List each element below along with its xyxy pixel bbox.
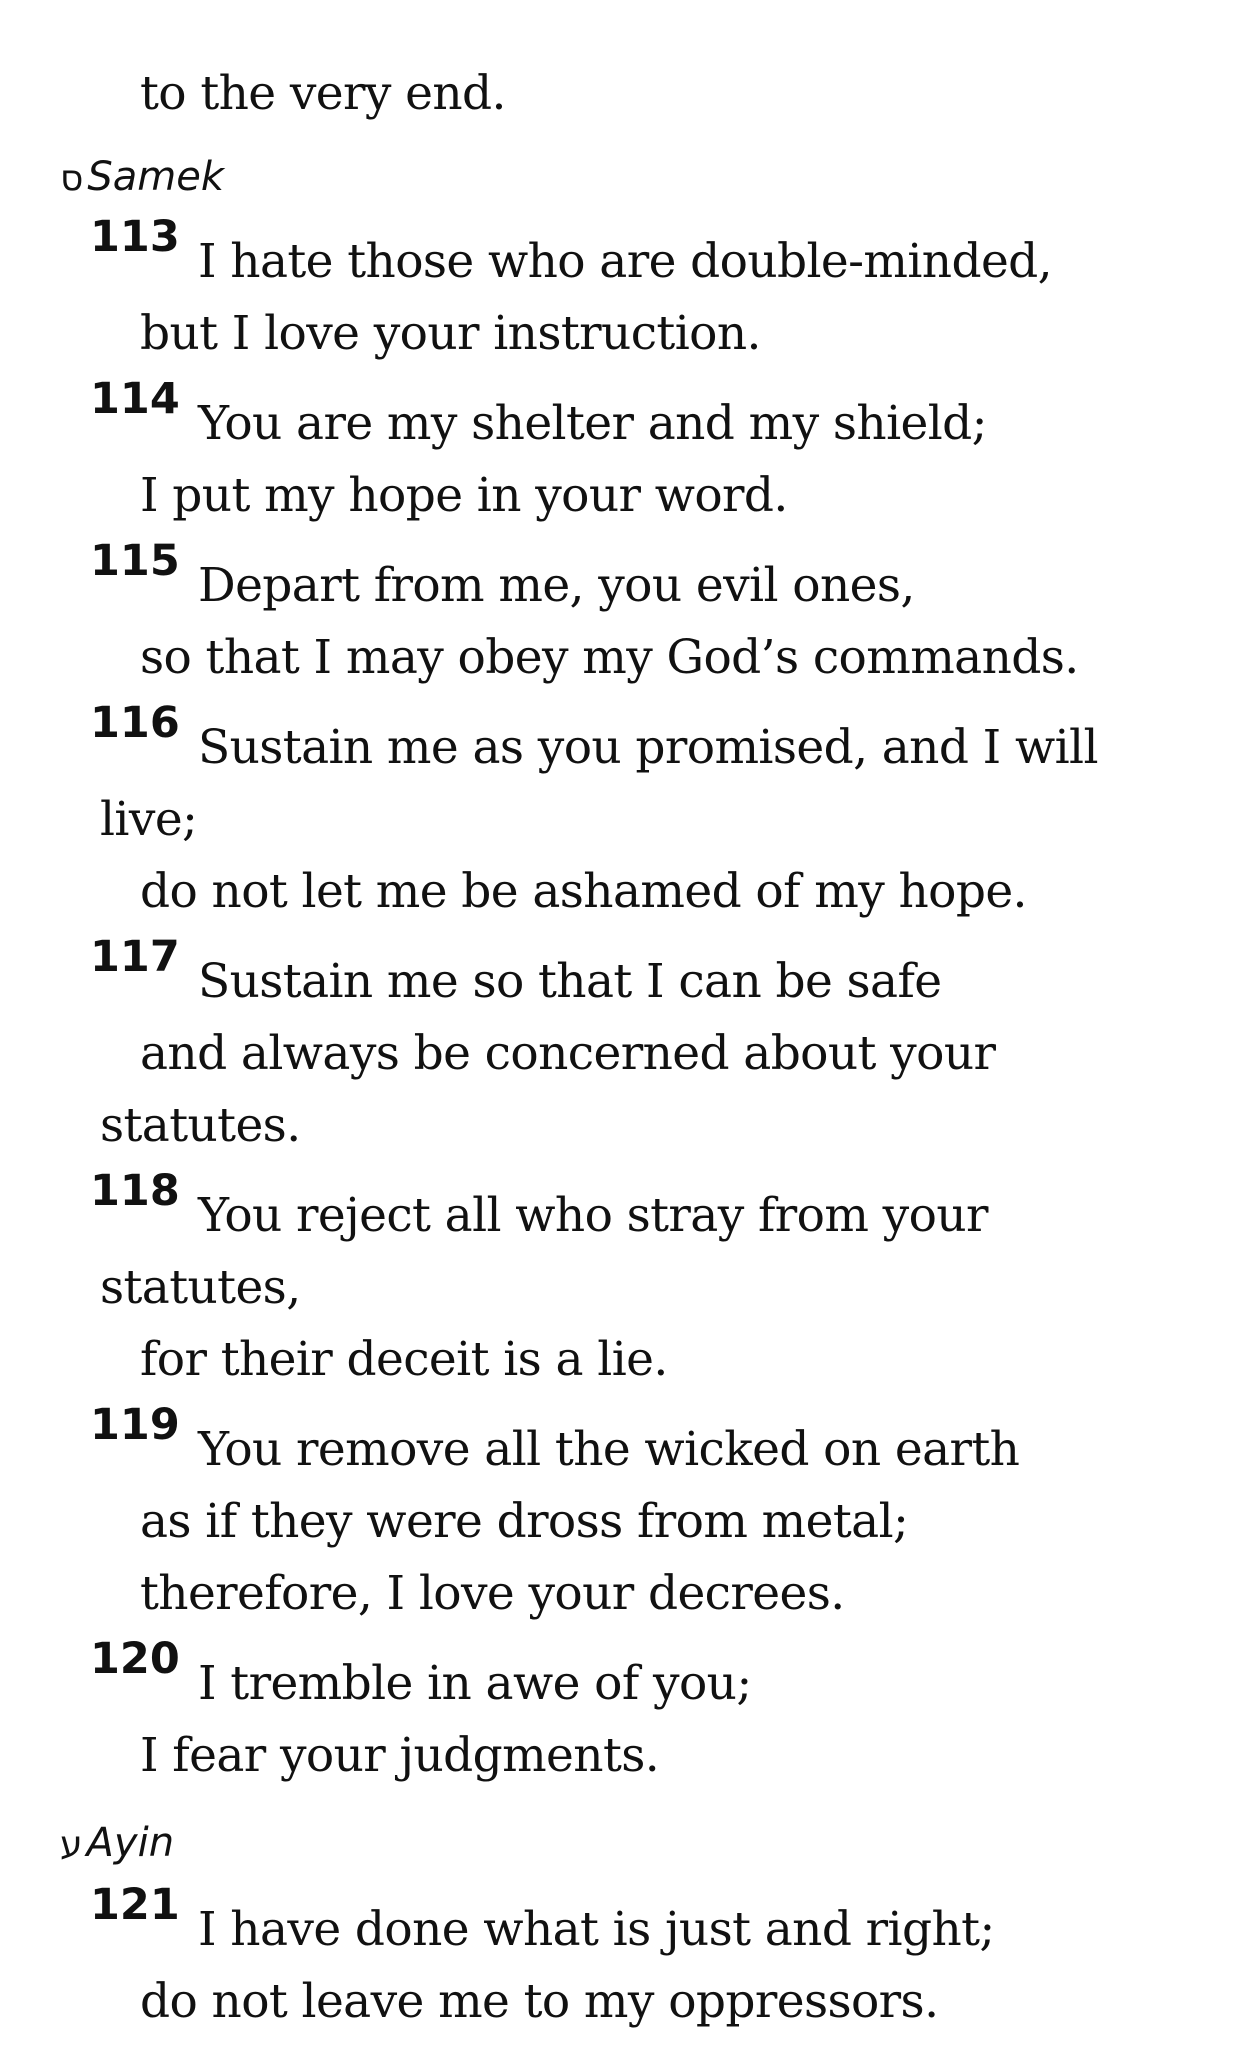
verse-number: 120 xyxy=(90,1634,180,1684)
verse-number: 116 xyxy=(90,698,180,748)
verse-line: Sustain me as you promised, and I will xyxy=(198,720,1098,775)
verse-line: Depart from me, you evil ones, xyxy=(198,558,915,613)
section-heading-label: Samek xyxy=(87,154,225,200)
section-heading-samek xyxy=(60,152,224,204)
section-heading-label: Ayin xyxy=(86,1820,175,1866)
hebrew-letter-ayin: ע xyxy=(60,1824,83,1865)
verse-line: for their deceit is a lie. xyxy=(140,1332,668,1387)
verse-line: live; xyxy=(100,792,198,847)
verse-line: I have done what is just and right; xyxy=(198,1902,995,1957)
verse-line: statutes, xyxy=(100,1260,301,1315)
verse-line: I hate those who are double-minded, xyxy=(198,234,1053,289)
section-heading-ayin xyxy=(60,1818,174,1870)
verse-line: so that I may obey my God’s commands. xyxy=(140,630,1079,685)
verse-line: Sustain me so that I can be safe xyxy=(198,954,942,1009)
verse-line: do not leave me to my oppressors. xyxy=(140,1974,939,2029)
verse-line: but I love your instruction. xyxy=(140,306,761,361)
verse-line: statutes. xyxy=(100,1098,301,1153)
verse-number: 115 xyxy=(90,536,180,586)
verse-line: You reject all who stray from your xyxy=(198,1188,988,1243)
verse-continuation-line: to the very end. xyxy=(140,66,506,121)
verse-line: You remove all the wicked on earth xyxy=(198,1422,1020,1477)
verse-line: therefore, I love your decrees. xyxy=(140,1566,845,1621)
verse-number: 121 xyxy=(90,1880,180,1930)
verse-number: 113 xyxy=(90,212,180,262)
verse-line: as if they were dross from metal; xyxy=(140,1494,909,1549)
verse-number: 114 xyxy=(90,374,180,424)
verse-number: 117 xyxy=(90,932,180,982)
hebrew-letter-samek: ס xyxy=(60,158,84,199)
verse-line: I put my hope in your word. xyxy=(140,468,788,523)
verse-number: 118 xyxy=(90,1166,180,1216)
verse-line: I tremble in awe of you; xyxy=(198,1656,752,1711)
verse-line: and always be concerned about your xyxy=(140,1026,996,1081)
verse-number: 119 xyxy=(90,1400,180,1450)
verse-line: You are my shelter and my shield; xyxy=(198,396,987,451)
verse-line: do not let me be ashamed of my hope. xyxy=(140,864,1027,919)
verse-line: I fear your judgments. xyxy=(140,1728,660,1783)
